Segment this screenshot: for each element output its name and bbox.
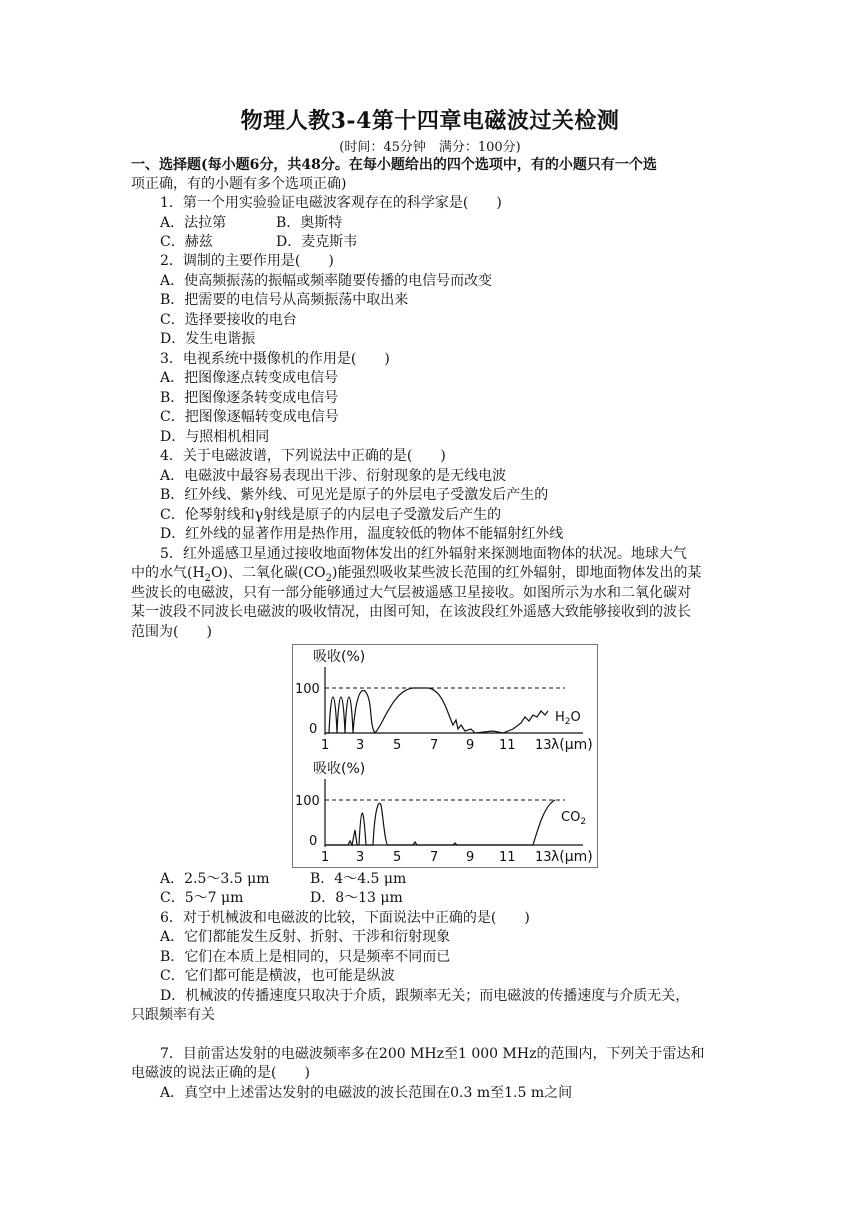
q1-option-a: A．法拉第 [160, 215, 227, 231]
lower-xtick-7: 7 [430, 850, 439, 865]
absorption-graphs [293, 645, 597, 867]
q3-stem: 3．电视系统中摄像机的作用是( ) [160, 351, 390, 367]
q5-line-3: 些波长的电磁波，只有一部分能够通过大气层被遥感卫星接收。如图所示为水和二氧化碳对 [131, 585, 691, 601]
q1-option-d: D．麦克斯韦 [276, 234, 358, 250]
lower-xtick-3: 3 [356, 850, 365, 865]
upper-xtick-5: 5 [393, 738, 402, 753]
q7-line-2: 电磁波的说法正确的是( ) [131, 1065, 310, 1081]
q6-stem: 6．对于机械波和电磁波的比较，下面说法中正确的是( ) [160, 910, 530, 926]
co2-label: $CO_2$ [561, 810, 587, 827]
lower-xticks [321, 850, 552, 865]
upper-ytick-0: 0 [309, 722, 318, 737]
lower-xtick-11: 11 [499, 850, 516, 865]
upper-ylabel: 吸收(%) [313, 649, 366, 665]
upper-xtick-11: 11 [499, 738, 516, 753]
lower-ytick-0: 0 [309, 834, 318, 849]
section-heading-cont: 项正确，有的小题有多个选项正确) [131, 176, 347, 192]
q5-line-1: 5．红外遥感卫星通过接收地面物体发出的红外辐射来探测地面物体的状况。地球大气 [160, 546, 687, 562]
section-heading: 一、选择题(每小题6分，共48分。在每小题给出的四个选项中，有的小题只有一个选 [131, 157, 657, 173]
upper-xtick-1: 1 [321, 738, 330, 753]
lower-xlabel: λ(μm) [551, 849, 593, 865]
lower-ylabel: 吸收(%) [313, 761, 366, 777]
upper-xtick-9: 9 [466, 738, 475, 753]
q5-line-4: 某一波段不同波长电磁波的吸收情况，由图可知，在该波段红外遥感大致能够接收到的波长 [131, 604, 691, 620]
lower-ytick-100: 100 [295, 794, 320, 809]
upper-xlabel: λ(μm) [551, 737, 593, 753]
q6-option-a: A．它们都能发生反射、折射、干涉和衍射现象 [160, 929, 451, 945]
lower-xtick-1: 1 [321, 850, 330, 865]
h2o-curve [325, 688, 548, 733]
q4-option-d: D．红外线的显著作用是热作用，温度较低的物体不能辐射红外线 [160, 526, 564, 542]
q5-line-5: 范围为( ) [131, 624, 212, 640]
q2-option-b: B．把需要的电信号从高频振荡中取出来 [160, 292, 409, 308]
lower-xtick-9: 9 [466, 850, 475, 865]
q5-line-2: 中的水气$(H_2O)$、二氧化碳$(CO_2)$能强烈吸收某些波长范围的红外辐射，即地面物体发出的某 [131, 565, 702, 584]
q2-option-d: D．发生电谐振 [160, 331, 256, 347]
q4-option-c: C．伦琴射线和γ射线是原子的内层电子受激发后产生的 [160, 507, 502, 523]
page-subtitle: (时间：45分钟 满分：100分) [339, 140, 521, 155]
q5-option-b: B．4～4.5 μm [310, 871, 407, 887]
upper-xtick-7: 7 [430, 738, 439, 753]
q4-option-b: B．红外线、紫外线、可见光是原子的外层电子受激发后产生的 [160, 487, 549, 503]
upper-ytick-100: 100 [295, 682, 320, 697]
q6-option-d-line-2: 只跟频率有关 [131, 1007, 215, 1023]
h2o-label: $H_2O$ [555, 710, 581, 727]
q2-option-c: C．选择要接收的电台 [160, 312, 297, 328]
q4-stem: 4．关于电磁波谱，下列说法中正确的是( ) [160, 448, 446, 464]
q1-option-c: C．赫兹 [160, 234, 213, 250]
q1-option-b: B．奥斯特 [276, 215, 343, 231]
q6-option-c: C．它们都可能是横波，也可能是纵波 [160, 968, 395, 984]
q3-option-d: D．与照相机相同 [160, 429, 270, 445]
q5-option-d: D．8～13 μm [310, 890, 403, 906]
q3-option-c: C．把图像逐幅转变成电信号 [160, 409, 339, 425]
absorption-figure [292, 644, 598, 868]
page-title: 物理人教3-4第十四章电磁波过关检测 [240, 108, 620, 134]
q1-stem: 1．第一个用实验验证电磁波客观存在的科学家是( ) [160, 195, 502, 211]
upper-xtick-3: 3 [356, 738, 365, 753]
co2-curve [325, 800, 555, 845]
q7-line-1: 7．目前雷达发射的电磁波频率多在200 MHz至1 000 MHz的范围内，下列关于雷达和 [160, 1046, 705, 1062]
q2-option-a: A．使高频振荡的振幅或频率随要传播的电信号而改变 [160, 273, 493, 289]
q2-stem: 2．调制的主要作用是( ) [160, 253, 334, 269]
q6-option-b: B．它们在本质上是相同的，只是频率不同而已 [160, 949, 451, 965]
lower-xtick-13: 13 [535, 850, 552, 865]
q4-option-a: A．电磁波中最容易表现出干涉、衍射现象的是无线电波 [160, 468, 507, 484]
q5-option-a: A．2.5～3.5 μm [160, 871, 270, 887]
q3-option-a: A．把图像逐点转变成电信号 [160, 370, 339, 386]
lower-xtick-5: 5 [393, 850, 402, 865]
upper-xtick-13: 13 [535, 738, 552, 753]
q6-option-d-line-1: D．机械波的传播速度只取决于介质，跟频率无关；而电磁波的传播速度与介质无关， [160, 988, 690, 1004]
q3-option-b: B．把图像逐条转变成电信号 [160, 390, 339, 406]
upper-xticks [321, 738, 552, 753]
q7-option-a: A．真空中上述雷达发射的电磁波的波长范围在0.3 m至1.5 m之间 [160, 1085, 573, 1101]
q5-option-c: C．5～7 μm [160, 890, 244, 906]
